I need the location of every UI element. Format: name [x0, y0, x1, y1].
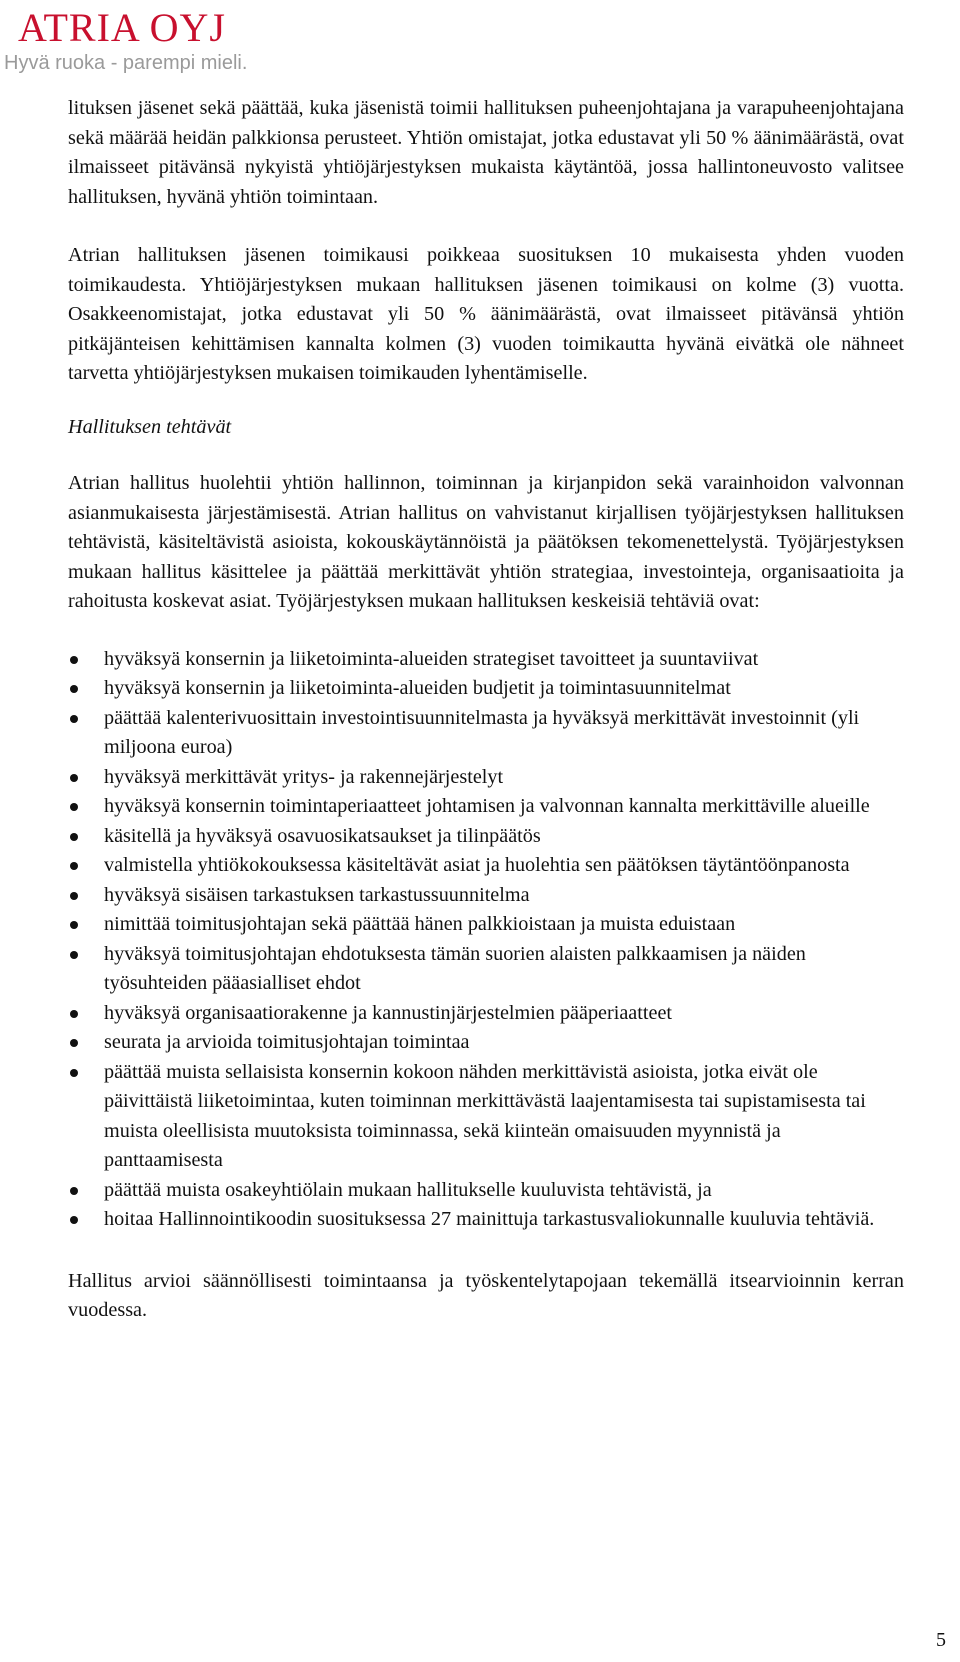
atria-logo — [4, 4, 304, 74]
bullet-icon — [70, 774, 78, 782]
duties-bullet-list — [68, 645, 904, 1235]
duty-list-item — [68, 792, 904, 822]
duty-list-item — [68, 910, 904, 940]
section-heading: Hallituksen tehtävät — [68, 415, 232, 438]
bullet-icon — [70, 1010, 78, 1018]
duty-list-item — [68, 763, 904, 793]
duty-list-item — [68, 851, 904, 881]
duty-text: valmistella yhtiökokouksessa käsiteltävät asiat ja huolehtia sen päätöksen täytäntöönpanosta — [104, 854, 850, 876]
duty-list-item — [68, 881, 904, 911]
logo-wordmark: ATRIA OYJ — [18, 5, 226, 50]
duty-text: hyväksyä sisäisen tarkastuksen tarkastussuunnitelma — [104, 883, 530, 906]
bullet-icon — [70, 715, 78, 723]
bullet-icon — [70, 685, 78, 693]
duty-list-item — [68, 645, 904, 675]
duty-text: päättää muista osakeyhtiölain mukaan hallitukselle kuuluvista tehtävistä, ja — [104, 1178, 712, 1201]
duty-text: hyväksyä konsernin ja liiketoiminta-alueiden strategiset tavoitteet ja suuntaviivat — [104, 647, 759, 670]
duty-list-item — [68, 940, 904, 999]
paragraph-board-duties: Atrian hallitus huolehtii yhtiön hallinnon, toiminnan ja kirjanpidon sekä varainhoidon valvonnan asianmukaisesta järjestämisestä. Atrian hallitus on vahvistanut kirjallisen työjärjestyksen hallituksen tehtävistä, käsiteltävistä asioista, kokouskäytännöistä ja päätöksen tekomenettelystä. Työjärjestyksen mukaan hallitus käsittelee ja päättää merkittävät yhtiön strategiaa, investointeja, organisaatioita ja rahoitusta koskevat asiat. Työjärjestyksen mukaan hallituksen keskeisiä tehtäviä ovat: — [68, 472, 904, 612]
logo-tagline: Hyvä ruoka - parempi mieli. — [4, 52, 248, 74]
duty-text: hyväksyä konsernin toimintaperiaatteet johtamisen ja valvonnan kannalta merkittäville alueille — [104, 795, 870, 817]
bullet-icon — [70, 862, 78, 870]
page-number: 5 — [936, 1629, 946, 1651]
document-body — [68, 94, 904, 1326]
bullet-icon — [70, 1039, 78, 1047]
duty-list-item — [68, 704, 904, 763]
paragraph-board-election: lituksen jäsenet sekä päättää, kuka jäsenistä toimii hallituksen puheenjohtajana ja varapuheenjohtajana sekä määrää heidän palkkionsa perusteet. Yhtiön omistajat, jotka edustavat yli 50 % äänimäärästä, ovat ilmaisseet pitävänsä nykyistä yhtiöjärjestyksen mukaista käytäntöä, jossa hallintoneuvosto valitsee hallituksen, hyvänä yhtiön toimintaan. — [68, 97, 904, 208]
bullet-icon — [70, 1069, 78, 1077]
bullet-icon — [70, 803, 78, 811]
bullet-icon — [70, 833, 78, 841]
duty-text: päättää kalenterivuosittain investointisuunnitelmasta ja hyväksyä merkittävät investoinnit (yli miljoona euroa) — [104, 706, 860, 758]
bullet-icon — [70, 1187, 78, 1195]
duty-text: seurata ja arvioida toimitusjohtajan toimintaa — [104, 1031, 470, 1053]
duty-list-item — [68, 674, 904, 704]
paragraph-term-of-office: Atrian hallituksen jäsenen toimikausi poikkeaa suosituksen 10 mukaisesta yhden vuoden toimikaudesta. Yhtiöjärjestyksen mukaan hallituksen jäsenen toimikausi on kolme (3) vuotta. Osakkeenomistajat, jotka edustavat yli 50 % äänimäärästä, ovat ilmaisseet pitävänsä yhtiön pitkäjänteisen kehittämisen kannalta kolmen (3) vuoden toimikautta hyvänä eivätkä ole nähneet tarvetta yhtiöjärjestyksen mukaisen toimikauden lyhentämiselle. — [68, 244, 904, 384]
duty-list-item — [68, 1058, 904, 1176]
bullet-icon — [70, 1216, 78, 1224]
duty-text: hyväksyä organisaatiorakenne ja kannustinjärjestelmien pääperiaatteet — [104, 1001, 673, 1024]
duty-list-item — [68, 1028, 904, 1058]
bullet-icon — [70, 892, 78, 900]
duty-list-item — [68, 1205, 904, 1235]
duty-list-item — [68, 999, 904, 1029]
duty-list-item — [68, 822, 904, 852]
duty-text: hoitaa Hallinnointikoodin suosituksessa 27 mainittuja tarkastusvaliokunnalle kuuluvia tehtäviä. — [104, 1208, 875, 1230]
duty-text: hyväksyä toimitusjohtajan ehdotuksesta tämän suorien alaisten palkkaamisen ja näiden työsuhteiden pääasialliset ehdot — [104, 942, 806, 994]
duty-text: hyväksyä merkittävät yritys- ja rakennejärjestelyt — [104, 765, 504, 788]
bullet-icon — [70, 656, 78, 664]
duty-list-item — [68, 1176, 904, 1206]
bullet-icon — [70, 951, 78, 959]
duty-text: hyväksyä konsernin ja liiketoiminta-alueiden budjetit ja toimintasuunnitelmat — [104, 677, 731, 699]
duty-text: päättää muista sellaisista konsernin kokoon nähden merkittävistä asioista, jotka eivät ole päivittäistä liiketoimintaa, kuten toiminnan merkittävästä laajentamisesta tai supistamisesta tai muista oleellisista muutoksista toiminnassa, sekä kiinteän omaisuuden myynnistä ja panttaamisesta — [104, 1060, 866, 1171]
bullet-icon — [70, 921, 78, 929]
duty-text: käsitellä ja hyväksyä osavuosikatsaukset ja tilinpäätös — [104, 824, 541, 847]
duty-text: nimittää toimitusjohtajan sekä päättää hänen palkkioistaan ja muista eduistaan — [104, 913, 736, 935]
paragraph-self-evaluation: Hallitus arvioi säännöllisesti toimintaansa ja työskentelytapojaan tekemällä itsearvioinnin kerran vuodessa. — [68, 1269, 904, 1321]
